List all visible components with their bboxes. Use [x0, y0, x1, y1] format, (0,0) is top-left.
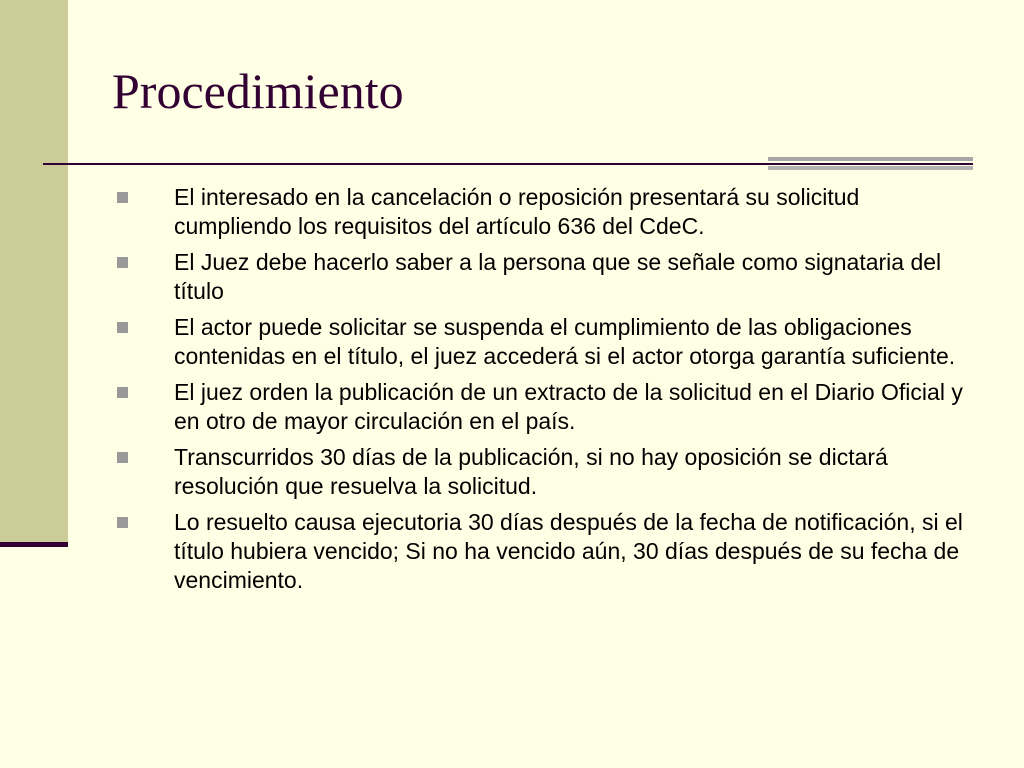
bullet-item — [112, 248, 972, 306]
accent-bar-bottom — [768, 166, 973, 170]
bullet-item — [112, 443, 972, 501]
bullet-item — [112, 313, 972, 371]
square-bullet-icon — [117, 322, 128, 333]
accent-bars — [768, 157, 973, 175]
bullet-text: Transcurridos 30 días de la publicación, si no hay oposición se dictará resolución que resuelva la solicitud. — [174, 444, 888, 499]
bullet-text: El interesado en la cancelación o reposición presentará su solicitud cumpliendo los requisitos del artículo 636 del CdeC. — [174, 184, 860, 239]
bullet-text: El juez orden la publicación de un extracto de la solicitud en el Diario Oficial y en otro de mayor circulación en el país. — [174, 379, 963, 434]
bullet-text: Lo resuelto causa ejecutoria 30 días después de la fecha de notificación, si el título hubiera vencido; Si no ha vencido aún, 30 días después de su fecha de vencimiento. — [174, 509, 963, 593]
left-decorative-band — [0, 0, 68, 545]
square-bullet-icon — [117, 387, 128, 398]
accent-bar-top — [768, 157, 973, 161]
left-decorative-rule — [0, 542, 68, 547]
bullet-item — [112, 183, 972, 241]
square-bullet-icon — [117, 452, 128, 463]
square-bullet-icon — [117, 192, 128, 203]
slide-title: Procedimiento — [112, 63, 404, 119]
bullet-list — [112, 183, 972, 602]
square-bullet-icon — [117, 257, 128, 268]
bullet-item — [112, 378, 972, 436]
square-bullet-icon — [117, 517, 128, 528]
bullet-item — [112, 508, 972, 595]
bullet-text: El actor puede solicitar se suspenda el cumplimiento de las obligaciones contenidas en el título, el juez accederá si el actor otorga garantía suficiente. — [174, 314, 956, 369]
bullet-text: El Juez debe hacerlo saber a la persona que se señale como signataria del título — [174, 249, 942, 304]
